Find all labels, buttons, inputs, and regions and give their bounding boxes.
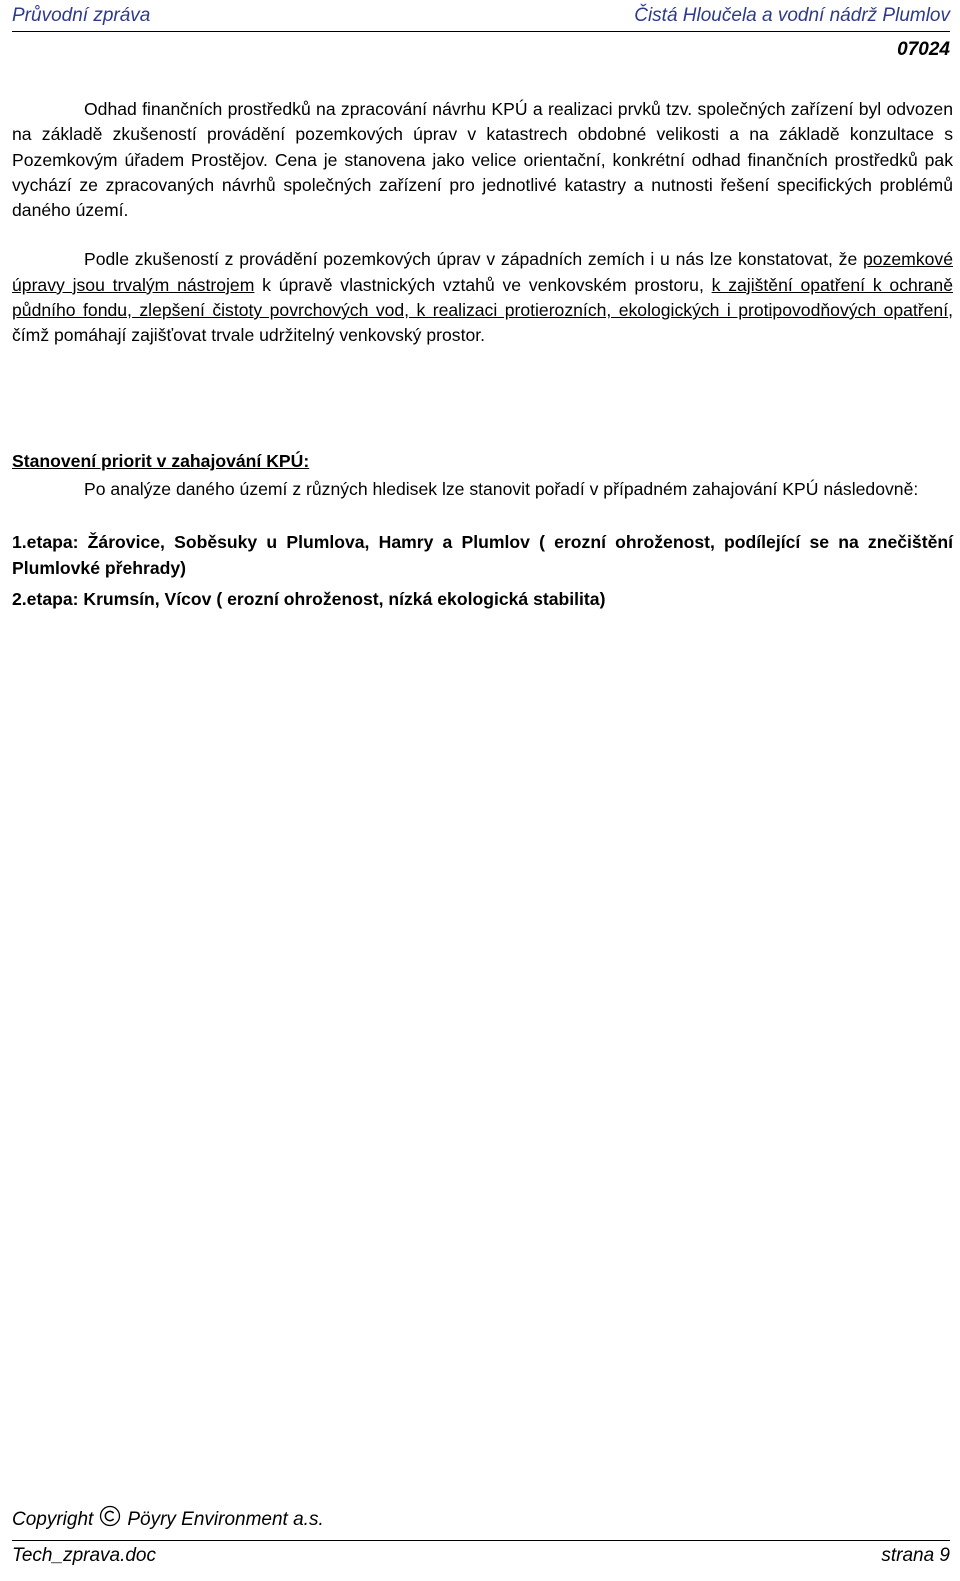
paragraph-experience xyxy=(12,247,953,348)
underlined-phrase: k zajištění opatření k ochraně půdního fondu, zlepšení čistoty povrchových vod, k realizaci protierozních, ekologických i protipovodňových opatření xyxy=(12,274,954,321)
paragraph-text: Podle zkušeností z provádění pozemkových úprav v západních zemích i u nás lze konstatovat, že xyxy=(84,249,864,270)
section-heading: Stanovení priorit v zahajování KPÚ: xyxy=(12,450,310,471)
footer-filename: Tech_zprava.doc xyxy=(12,1545,157,1566)
document-body xyxy=(12,97,953,612)
stage-2: 2.etapa: Krumsín, Vícov ( erozní ohroženost, nízká ekologická stabilita) xyxy=(12,588,606,609)
header-title: Průvodní zpráva xyxy=(12,5,151,26)
paragraph-text: k úpravě vlastnických vztahů ve venkovském prostoru, xyxy=(254,274,712,295)
header-code: 07024 xyxy=(897,39,950,60)
footer-page-number: strana 9 xyxy=(881,1545,950,1566)
paragraph-priority: Po analýze daného území z různých hledisek lze stanovit pořadí v případném zahajování KPÚ následovně: xyxy=(84,478,919,499)
paragraph-text: , čímž pomáhají zajišťovat trvale udržitelný venkovský prostor. xyxy=(12,300,953,346)
copyright-owner: Pöyry Environment a.s. xyxy=(127,1509,324,1530)
paragraph-cost-estimate: Odhad finančních prostředků na zpracování návrhu KPÚ a realizaci prvků tzv. společných zařízení byl odvozen na základě zkušeností provádění pozemkových úprav v katastrech obdobné velikosti a na základě konzultace s Pozemkovým úřadem Prostějov. Cena je stanovena jako velice orientační, konkrétní odhad finančních prostředků pak vychází ze zpracovaných návrhů společných zařízení pro jednotlivé katastry a nutnosti řešení specifických problémů daného území. xyxy=(12,99,953,221)
copyright-icon xyxy=(99,1505,121,1535)
underlined-phrase: pozemkové úpravy jsou trvalým nástrojem xyxy=(12,249,953,295)
footer-divider xyxy=(12,1540,950,1541)
header-project: Čistá Hloučela a vodní nádrž Plumlov xyxy=(634,5,950,26)
copyright-line xyxy=(12,1505,324,1535)
stage-1: 1.etapa: Žárovice, Soběsuky u Plumlova, Hamry a Plumlov ( erozní ohroženost, podílející se na znečištění Plumlovké přehrady) xyxy=(12,532,953,578)
copyright-label: Copyright xyxy=(12,1509,94,1530)
header-divider xyxy=(12,31,950,32)
